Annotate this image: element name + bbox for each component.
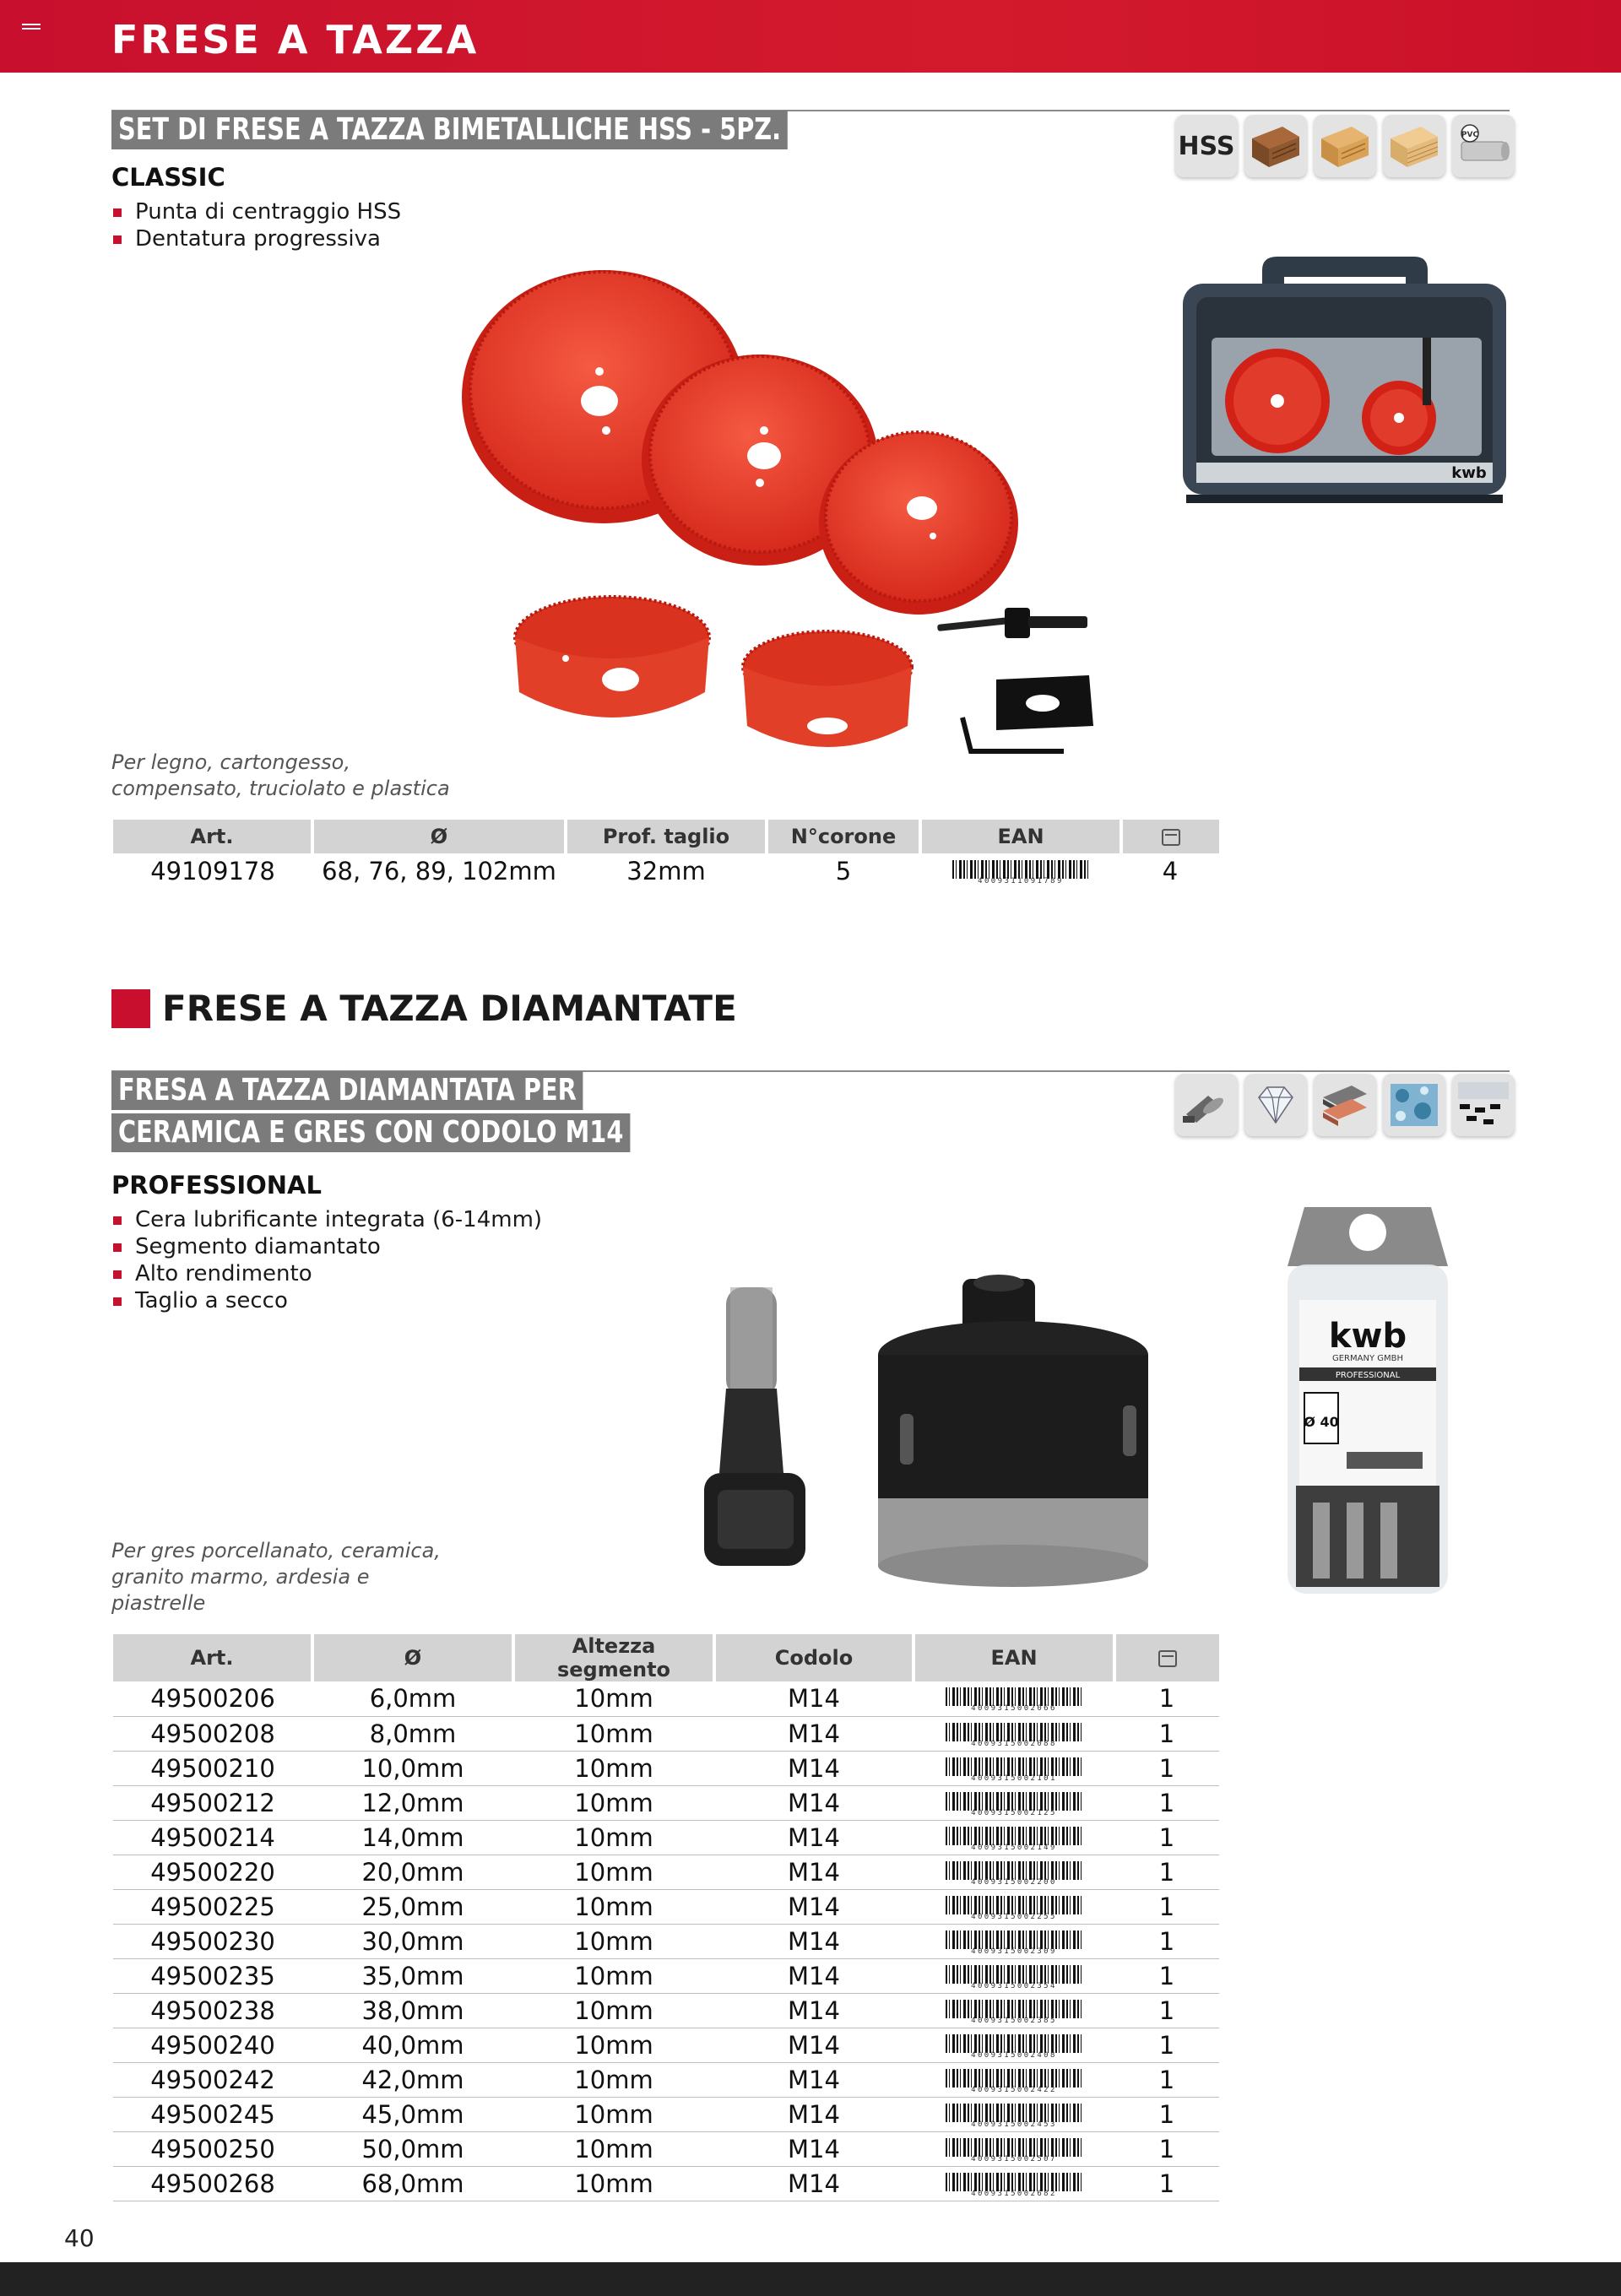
segment-height: 10mm: [513, 1924, 714, 1958]
table-row: [113, 1993, 1219, 2028]
shank-type: M14: [714, 1924, 914, 1958]
pack-quantity: 1: [1114, 2166, 1219, 2201]
hole-saw-cup-1: [515, 597, 709, 718]
usage-note: Per gres porcellanato, ceramica, granito marmo, ardesia e piastrelle: [111, 1539, 441, 1615]
pack-quantity: 1: [1114, 1993, 1219, 2028]
mandrel-arbor: [937, 608, 1087, 638]
pvc-pipe-icon: [1452, 115, 1515, 177]
hss-icon: HSS: [1175, 115, 1238, 177]
article-number: 49500208: [113, 1716, 312, 1751]
diameter: 20,0mm: [312, 1855, 513, 1889]
article-number: 49500225: [113, 1889, 312, 1924]
feature-list: [111, 1206, 542, 1314]
hole-saw-cup-2: [743, 631, 912, 747]
diamond-core-bits-image: [692, 1262, 1165, 1600]
table-row: [113, 1855, 1219, 1889]
table-row: [113, 853, 1219, 889]
diameter: 25,0mm: [312, 1889, 513, 1924]
pack-quantity: 1: [1114, 2062, 1219, 2097]
header-bar: [0, 0, 1621, 73]
diameter: 45,0mm: [312, 2097, 513, 2131]
shank-type: M14: [714, 1785, 914, 1820]
angle-grinder-icon: [1175, 1074, 1238, 1136]
ean-barcode: 4009315002066: [914, 1681, 1114, 1716]
segment-height: 10mm: [513, 2028, 714, 2062]
diameter: 12,0mm: [312, 1785, 513, 1820]
ean-barcode: 4009315002088: [914, 1716, 1114, 1751]
segment-height: 10mm: [513, 2166, 714, 2201]
column-header: [1114, 1634, 1219, 1681]
segment-height: 10mm: [513, 1820, 714, 1855]
pack-quantity: 1: [1114, 1751, 1219, 1785]
page-title: FRESE A TAZZA: [111, 17, 480, 62]
hardwood-icon: [1244, 115, 1307, 177]
segment-height: 10mm: [513, 1889, 714, 1924]
table-row: [113, 1681, 1219, 1716]
table-row: [113, 1716, 1219, 1751]
ean-barcode: 4009315002682: [914, 2166, 1114, 2201]
pack-quantity: 1: [1114, 1855, 1219, 1889]
hole-saw-set-image: [439, 253, 1165, 793]
article-number: 49500242: [113, 2062, 312, 2097]
table-row: [113, 1785, 1219, 1820]
shank-type: M14: [714, 1751, 914, 1785]
ean-barcode: 4009315002255: [914, 1889, 1114, 1924]
article-number: 49500220: [113, 1855, 312, 1889]
feature-item: Cera lubrificante integrata (6-14mm): [111, 1206, 542, 1233]
column-header: EAN: [920, 820, 1121, 853]
table-row: [113, 1751, 1219, 1785]
spec-table-1: [113, 820, 1219, 889]
table-row: [113, 2166, 1219, 2201]
product-line-label: PROFESSIONAL: [111, 1171, 322, 1199]
pack-quantity: 1: [1114, 1681, 1219, 1716]
footer-bar: [0, 2262, 1621, 2296]
pack-quantity: 1: [1114, 1924, 1219, 1958]
product-title: SET DI FRESE A TAZZA BIMETALLICHE HSS - 5PZ.: [111, 111, 788, 149]
ean-barcode: 4009315002453: [914, 2097, 1114, 2131]
shank-type: M14: [714, 1681, 914, 1716]
material-icons: [1175, 1074, 1515, 1136]
shank-type: M14: [714, 2131, 914, 2166]
ean-barcode: 4009315002149: [914, 1820, 1114, 1855]
shank-type: M14: [714, 1993, 914, 2028]
table-row: [113, 1820, 1219, 1855]
packaging-tube-image: [1279, 1199, 1456, 1604]
carrying-case-image: [1178, 253, 1511, 515]
shank-type: M14: [714, 1958, 914, 1993]
package-icon: [1162, 829, 1180, 846]
pack-quantity: 1: [1114, 2097, 1219, 2131]
diameter: 6,0mm: [312, 1681, 513, 1716]
article-number: 49500245: [113, 2097, 312, 2131]
article-number: 49500235: [113, 1958, 312, 1993]
pack-quantity: 1: [1114, 1785, 1219, 1820]
diameter: 38,0mm: [312, 1993, 513, 2028]
pack-quantity: 1: [1114, 1958, 1219, 1993]
small-core-bit: [704, 1287, 805, 1566]
column-header: Art.: [113, 820, 312, 853]
table-header-row: [113, 1634, 1219, 1681]
tube-size-label: Ø 40: [1304, 1414, 1339, 1430]
wall-tile-icon: [1452, 1074, 1515, 1136]
column-header: Prof. taglio: [566, 820, 767, 853]
column-header: Art.: [113, 1634, 312, 1681]
pack-quantity: 1: [1114, 2131, 1219, 2166]
tube-brand-logo: kwb: [1328, 1317, 1407, 1356]
segment-height: 10mm: [513, 1751, 714, 1785]
granite-icon: [1383, 1074, 1445, 1136]
diameter: 35,0mm: [312, 1958, 513, 1993]
segment-height: 10mm: [513, 1681, 714, 1716]
adapter-plate: [996, 675, 1093, 730]
ean-barcode: 4009315002408: [914, 2028, 1114, 2062]
segment-height: 10mm: [513, 1855, 714, 1889]
pack-quantity: 1: [1114, 1889, 1219, 1924]
diameter: 42,0mm: [312, 2062, 513, 2097]
section-title: FRESE A TAZZA DIAMANTATE: [162, 988, 737, 1029]
article-number: 49500240: [113, 2028, 312, 2062]
column-header: Ø: [312, 820, 566, 853]
shank-type: M14: [714, 2062, 914, 2097]
segment-height: 10mm: [513, 1993, 714, 2028]
shank-type: M14: [714, 1716, 914, 1751]
diameter: 50,0mm: [312, 2131, 513, 2166]
table-row: [113, 1889, 1219, 1924]
tiles-icon: [1314, 1074, 1376, 1136]
article-number: 49500212: [113, 1785, 312, 1820]
shank-type: M14: [714, 1855, 914, 1889]
diameter: 30,0mm: [312, 1924, 513, 1958]
shank-type: M14: [714, 2028, 914, 2062]
feature-item: Taglio a secco: [111, 1287, 542, 1314]
svg-text:PVC: PVC: [1461, 131, 1479, 139]
ean-barcode: 4009315002422: [914, 2062, 1114, 2097]
column-header: Codolo: [714, 1634, 914, 1681]
plywood-icon: [1383, 115, 1445, 177]
table-row: [113, 1924, 1219, 1958]
ean-barcode: 4009315002101: [914, 1751, 1114, 1785]
segment-height: 10mm: [513, 2062, 714, 2097]
table-row: [113, 2097, 1219, 2131]
segment-height: 10mm: [513, 2131, 714, 2166]
segment-height: 10mm: [513, 1785, 714, 1820]
ean-barcode: 4009315002309: [914, 1924, 1114, 1958]
article-number: 49109178: [150, 857, 275, 885]
pack-quantity: 1: [1114, 2028, 1219, 2062]
article-number: 49500210: [113, 1751, 312, 1785]
ean-barcode: 4009315002385: [914, 1993, 1114, 2028]
feature-list: [111, 198, 401, 252]
pack-quantity: 4: [1162, 857, 1179, 885]
ean-barcode: 4009311091789: [920, 853, 1121, 889]
article-number: 49500214: [113, 1820, 312, 1855]
pack-quantity: 1: [1114, 1820, 1219, 1855]
article-number: 49500268: [113, 2166, 312, 2201]
feature-item: Punta di centraggio HSS: [111, 198, 401, 225]
article-number: 49500250: [113, 2131, 312, 2166]
column-header: Altezza segmento: [513, 1634, 714, 1681]
spec-table-2: [113, 1634, 1219, 2201]
table-row: [113, 2062, 1219, 2097]
large-core-bit: [878, 1275, 1148, 1587]
table-row: [113, 1958, 1219, 1993]
section-marker: [111, 989, 150, 1028]
diameter: 10,0mm: [312, 1751, 513, 1785]
diameter: 14,0mm: [312, 1820, 513, 1855]
menu-icon[interactable]: [22, 24, 41, 35]
article-number: 49500206: [113, 1681, 312, 1716]
table-row: [113, 2131, 1219, 2166]
feature-item: Dentatura progressiva: [111, 225, 401, 252]
table-row: [113, 2028, 1219, 2062]
feature-item: Alto rendimento: [111, 1260, 542, 1287]
ean-barcode: 4009315002354: [914, 1958, 1114, 1993]
article-number: 49500238: [113, 1993, 312, 2028]
diameter: 68,0mm: [312, 2166, 513, 2201]
hole-saw-small: [819, 432, 1018, 615]
cutting-depth: 32mm: [626, 857, 706, 885]
column-header: N°corone: [767, 820, 920, 853]
diameter: 68, 76, 89, 102mm: [322, 857, 556, 885]
ean-barcode: 4009315002200: [914, 1855, 1114, 1889]
column-header: EAN: [914, 1634, 1114, 1681]
segment-height: 10mm: [513, 2097, 714, 2131]
pack-quantity: 1: [1114, 1716, 1219, 1751]
shank-type: M14: [714, 1889, 914, 1924]
shank-type: M14: [714, 1820, 914, 1855]
product-title-line-2: CERAMICA E GRES CON CODOLO M14: [111, 1113, 630, 1152]
tube-subtitle: GERMANY GMBH: [1331, 1354, 1404, 1363]
ean-barcode: 4009315002125: [914, 1785, 1114, 1820]
diameter: 8,0mm: [312, 1716, 513, 1751]
shank-type: M14: [714, 2166, 914, 2201]
table-header-row: [113, 820, 1219, 853]
tube-line-label: PROFESSIONAL: [1335, 1371, 1401, 1380]
material-icons: [1175, 115, 1515, 177]
package-icon: [1158, 1650, 1177, 1667]
softwood-icon: [1314, 115, 1376, 177]
product-title-line-1: FRESA A TAZZA DIAMANTATA PER: [111, 1071, 583, 1110]
segment-height: 10mm: [513, 1958, 714, 1993]
column-header: Ø: [312, 1634, 513, 1681]
column-header: [1121, 820, 1219, 853]
segment-height: 10mm: [513, 1716, 714, 1751]
diameter: 40,0mm: [312, 2028, 513, 2062]
case-brand-logo: kwb: [1451, 464, 1487, 482]
ean-barcode: 4009315002507: [914, 2131, 1114, 2166]
shank-type: M14: [714, 2097, 914, 2131]
product-line-label: CLASSIC: [111, 163, 225, 192]
article-number: 49500230: [113, 1924, 312, 1958]
usage-note: Per legno, cartongesso, compensato, truciolato e plastica: [111, 750, 450, 800]
page-number: 40: [64, 2224, 95, 2252]
feature-item: Segmento diamantato: [111, 1233, 542, 1260]
diamond-icon: [1244, 1074, 1307, 1136]
crown-count: 5: [835, 857, 852, 885]
